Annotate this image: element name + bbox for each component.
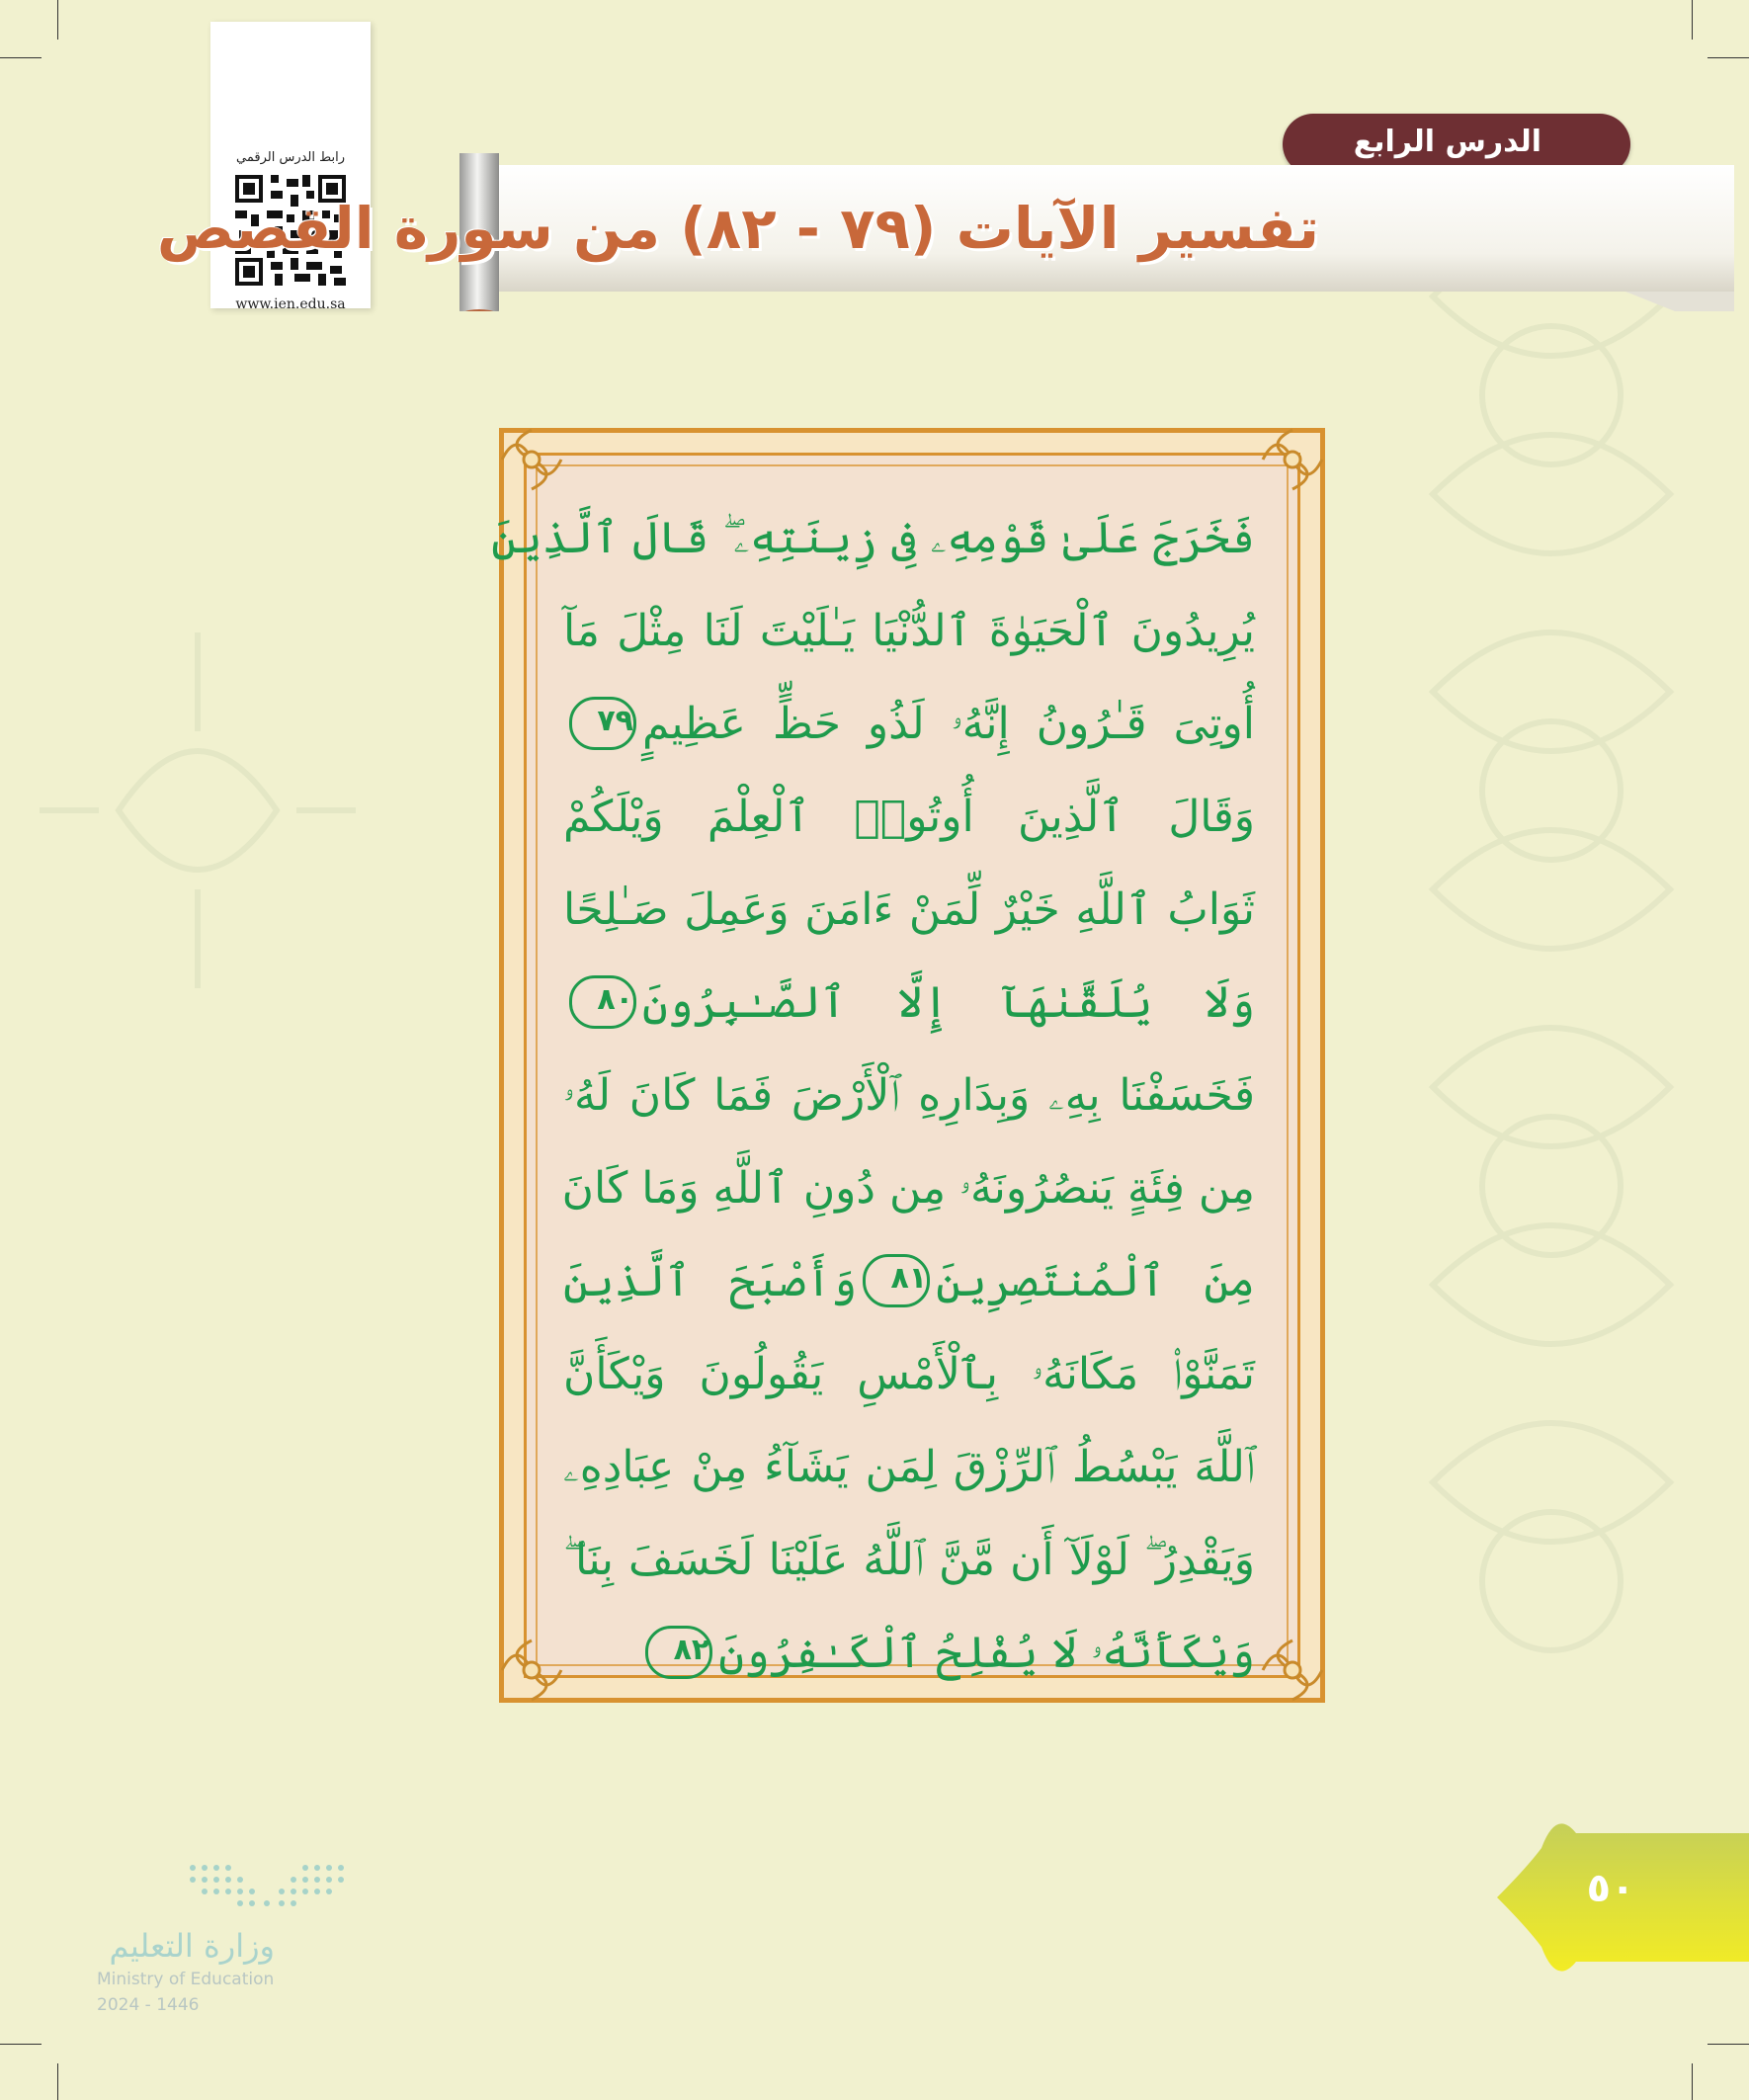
ministry-name-arabic: وزارة التعليم bbox=[109, 1927, 275, 1965]
ministry-year: 2024 - 1446 bbox=[97, 1995, 200, 2015]
ministry-name-english: Ministry of Education bbox=[97, 1970, 275, 1989]
crop-mark bbox=[57, 2063, 58, 2100]
corner-ornament-icon bbox=[492, 420, 571, 499]
verse-line: أُوتِىَ قَـٰرُونُ إِنَّهُۥ لَذُو حَظٍّ عَظِيمٍ٧٩ bbox=[563, 678, 1255, 771]
verse-line: يُرِيدُونَ ٱلْحَيَوٰةَ ٱلدُّنْيَا يَـٰلَيْتَ لَنَا مِثْلَ مَآ bbox=[563, 606, 1255, 656]
lesson-badge-label: الدرس الرابع bbox=[1353, 125, 1541, 159]
verse-line: تَمَنَّوْا۟ مَكَانَهُۥ بِٱلْأَمْسِ يَقُولُونَ وَيْكَأَنَّ bbox=[563, 1349, 1255, 1399]
corner-ornament-icon bbox=[1253, 1631, 1332, 1710]
page-number: ٥٠ bbox=[1586, 1866, 1635, 1911]
verse-line: ٱللَّهَ يَبْسُطُ ٱلرِّزْقَ لِمَن يَشَآءُ مِنْ عِبَادِهِۦ bbox=[563, 1442, 1255, 1492]
verse-line: وَلَا يُلَقَّىٰهَآ إِلَّا ٱلصَّـٰبِرُونَ٨٠ bbox=[563, 957, 1255, 1050]
crop-mark bbox=[1707, 57, 1749, 58]
crop-mark bbox=[0, 57, 42, 58]
qr-card[interactable] bbox=[210, 22, 371, 312]
verse-line: ثَوَابُ ٱللَّهِ خَيْرٌ لِّمَنْ ءَامَنَ وَعَمِلَ صَـٰلِحًا bbox=[563, 884, 1255, 935]
crop-mark bbox=[1692, 0, 1693, 40]
verse-line: وَقَالَ ٱلَّذِينَ أُوتُوا۟ ٱلْعِلْمَ وَيْلَكُمْ bbox=[563, 792, 1255, 842]
verse-line: مِن فِئَةٍ يَنصُرُونَهُۥ مِن دُونِ ٱللَّهِ وَمَا كَانَ bbox=[561, 1163, 1255, 1214]
crop-mark bbox=[57, 0, 58, 40]
qr-caption: رابط الدرس الرقمي bbox=[236, 150, 345, 165]
crop-mark bbox=[1707, 2044, 1749, 2045]
verses-block bbox=[491, 492, 1255, 1700]
corner-ornament-icon bbox=[492, 1631, 571, 1710]
crop-mark bbox=[0, 2044, 42, 2045]
ayah-number-81: ٨١ bbox=[863, 1254, 930, 1307]
qr-url[interactable]: www.ien.edu.sa bbox=[235, 296, 346, 312]
verse-line: فَخَرَجَ عَلَىٰ قَوْمِهِۦ فِى زِينَتِهِۦ ۖ قَالَ ٱلَّذِينَ bbox=[491, 513, 1255, 563]
lesson-title: تفسير الآيات (٧٩ - ٨٢) من سورة القصص bbox=[156, 195, 1319, 262]
ministry-logo-icon bbox=[183, 1860, 351, 1909]
corner-ornament-icon bbox=[1253, 420, 1332, 499]
ayah-number-80: ٨٠ bbox=[569, 975, 636, 1029]
verse-line: وَيْكَأَنَّهُۥ لَا يُفْلِحُ ٱلْكَـٰفِرُونَ٨٢ bbox=[563, 1607, 1255, 1700]
crop-mark bbox=[1692, 2063, 1693, 2100]
ayah-number-79: ٧٩ bbox=[569, 697, 636, 750]
verse-line: مِنَ ٱلْمُنتَصِرِينَ٨١وَأَصْبَحَ ٱلَّذِينَ bbox=[563, 1235, 1255, 1328]
ayah-number-82: ٨٢ bbox=[645, 1626, 712, 1679]
verse-line: فَخَسَفْنَا بِهِۦ وَبِدَارِهِ ٱلْأَرْضَ فَمَا كَانَ لَهُۥ bbox=[563, 1070, 1255, 1121]
verse-line: وَيَقْدِرُ ۖ لَوْلَآ أَن مَّنَّ ٱللَّهُ عَلَيْنَا لَخَسَفَ بِنَا ۖ bbox=[563, 1535, 1255, 1585]
